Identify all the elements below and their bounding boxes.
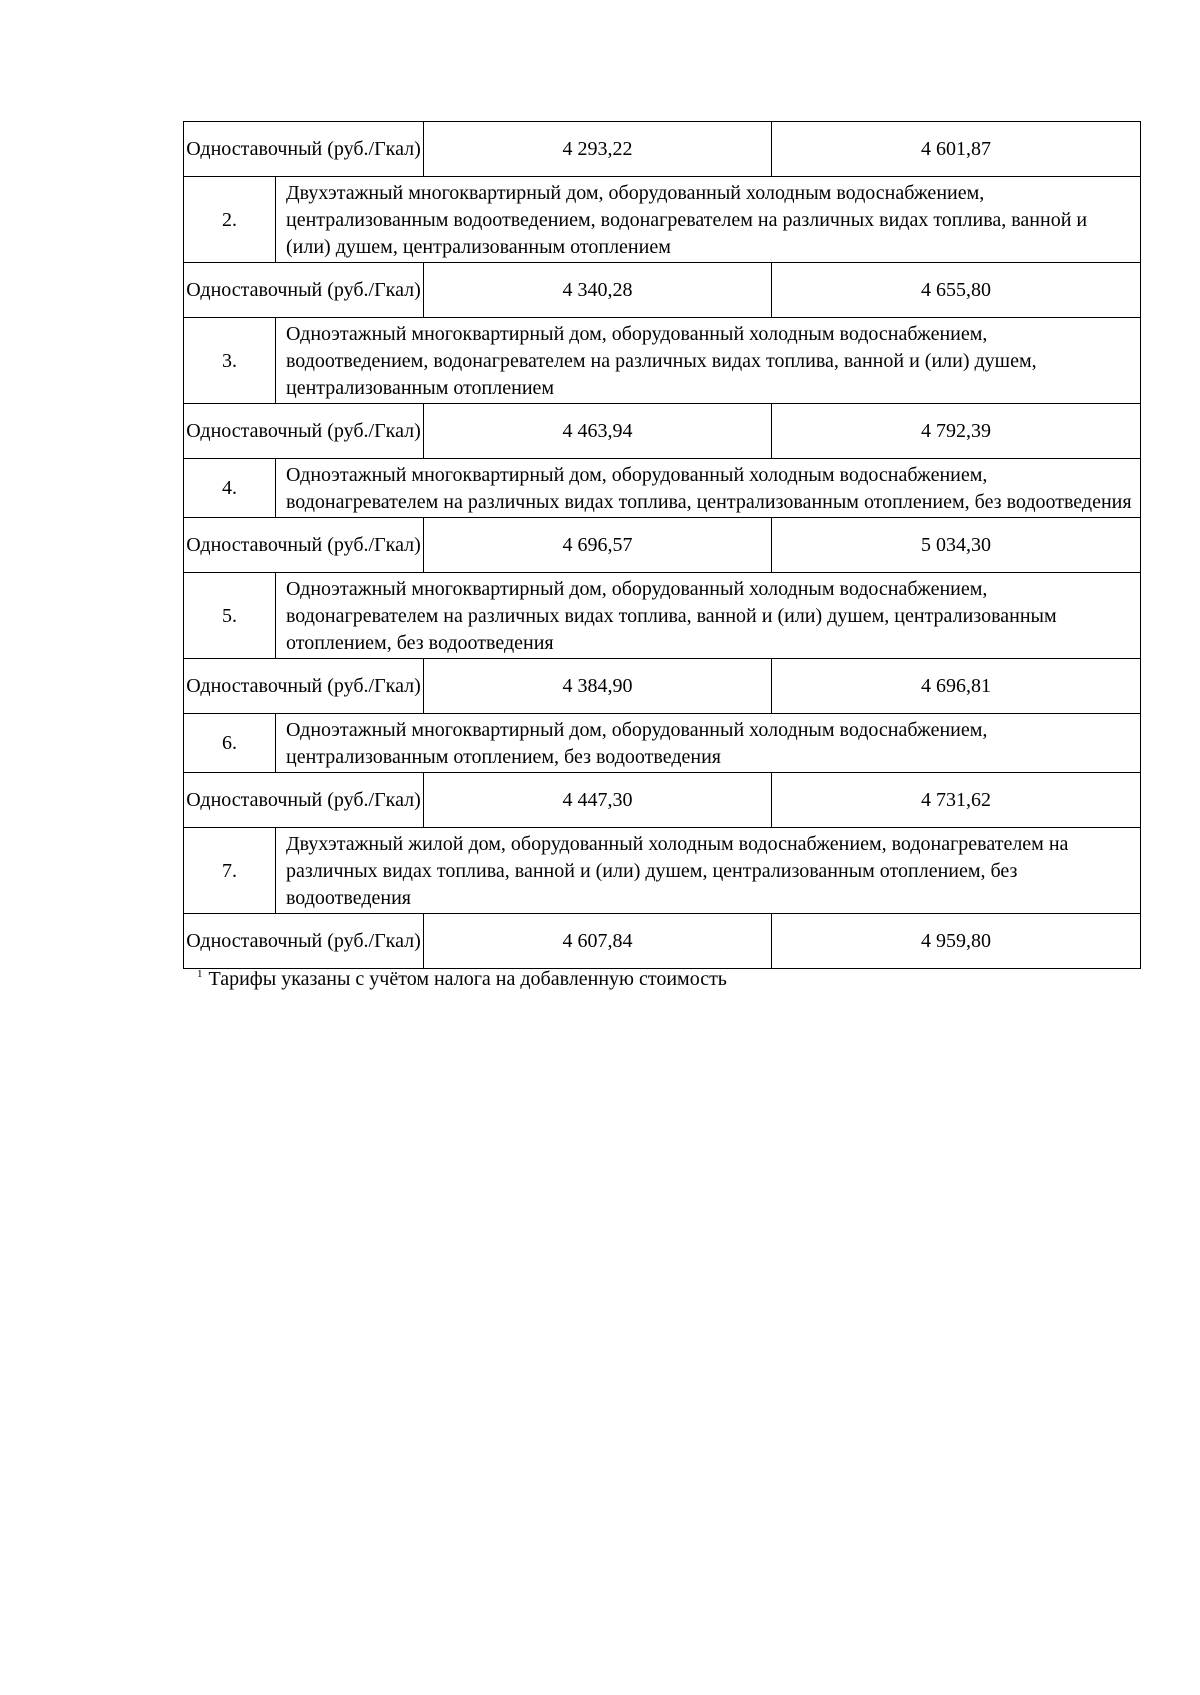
tariff-value-period-1: 4 447,30 (424, 773, 772, 828)
rate-row (184, 773, 1141, 828)
tariff-value-period-1: 4 384,90 (424, 659, 772, 714)
footnote-text: Тарифы указаны с учётом налога на добавленную стоимость (208, 968, 727, 990)
tariff-value-period-1: 4 463,94 (424, 404, 772, 459)
rate-label: Одноставочный (руб./Гкал) (184, 404, 424, 459)
tariff-value-period-2: 4 731,62 (772, 773, 1141, 828)
item-description: Одноэтажный многоквартирный дом, оборудованный холодным водоснабжением, водонагревателем на различных видах топлива, ванной и (или) душем, централизованным отоплением, без водоотведения (276, 573, 1141, 659)
tariff-value-period-1: 4 607,84 (424, 914, 772, 969)
item-number: 5. (184, 573, 276, 659)
rate-row (184, 122, 1141, 177)
item-description: Одноэтажный многоквартирный дом, оборудованный холодным водоснабжением, централизованным отоплением, без водоотведения (276, 714, 1141, 773)
item-number: 4. (184, 459, 276, 518)
tariff-value-period-2: 4 601,87 (772, 122, 1141, 177)
item-description: Одноэтажный многоквартирный дом, оборудованный холодным водоснабжением, водоотведением, водонагревателем на различных видах топлива, ванной и (или) душем, централизованным отоплением (276, 318, 1141, 404)
item-number: 2. (184, 177, 276, 263)
item-row (184, 459, 1141, 518)
tariff-value-period-1: 4 293,22 (424, 122, 772, 177)
footnote (183, 967, 727, 991)
rate-label: Одноставочный (руб./Гкал) (184, 122, 424, 177)
rate-row (184, 263, 1141, 318)
item-number: 3. (184, 318, 276, 404)
item-number: 7. (184, 828, 276, 914)
rate-row (184, 404, 1141, 459)
item-number: 6. (184, 714, 276, 773)
item-row (184, 573, 1141, 659)
tariff-value-period-2: 5 034,30 (772, 518, 1141, 573)
item-row (184, 828, 1141, 914)
item-description: Двухэтажный многоквартирный дом, оборудованный холодным водоснабжением, централизованным водоотведением, водонагревателем на различных видах топлива, ванной и (или) душем, централизованным отоплением (276, 177, 1141, 263)
rate-row (184, 659, 1141, 714)
rate-label: Одноставочный (руб./Гкал) (184, 518, 424, 573)
item-row (184, 177, 1141, 263)
item-description: Одноэтажный многоквартирный дом, оборудованный холодным водоснабжением, водонагревателем на различных видах топлива, централизованным отоплением, без водоотведения (276, 459, 1141, 518)
footnote-mark: 1 (197, 968, 203, 980)
tariff-value-period-2: 4 959,80 (772, 914, 1141, 969)
item-row (184, 318, 1141, 404)
document-page (183, 121, 1140, 990)
rate-label: Одноставочный (руб./Гкал) (184, 263, 424, 318)
rate-row (184, 518, 1141, 573)
tariff-value-period-1: 4 340,28 (424, 263, 772, 318)
tariff-value-period-2: 4 696,81 (772, 659, 1141, 714)
tariff-value-period-1: 4 696,57 (424, 518, 772, 573)
rate-label: Одноставочный (руб./Гкал) (184, 659, 424, 714)
tariff-table (183, 121, 1141, 969)
tariff-value-period-2: 4 792,39 (772, 404, 1141, 459)
rate-label: Одноставочный (руб./Гкал) (184, 914, 424, 969)
item-row (184, 714, 1141, 773)
rate-label: Одноставочный (руб./Гкал) (184, 773, 424, 828)
tariff-value-period-2: 4 655,80 (772, 263, 1141, 318)
item-description: Двухэтажный жилой дом, оборудованный холодным водоснабжением, водонагревателем на различных видах топлива, ванной и (или) душем, централизованным отоплением, без водоотведения (276, 828, 1141, 914)
rate-row (184, 914, 1141, 969)
